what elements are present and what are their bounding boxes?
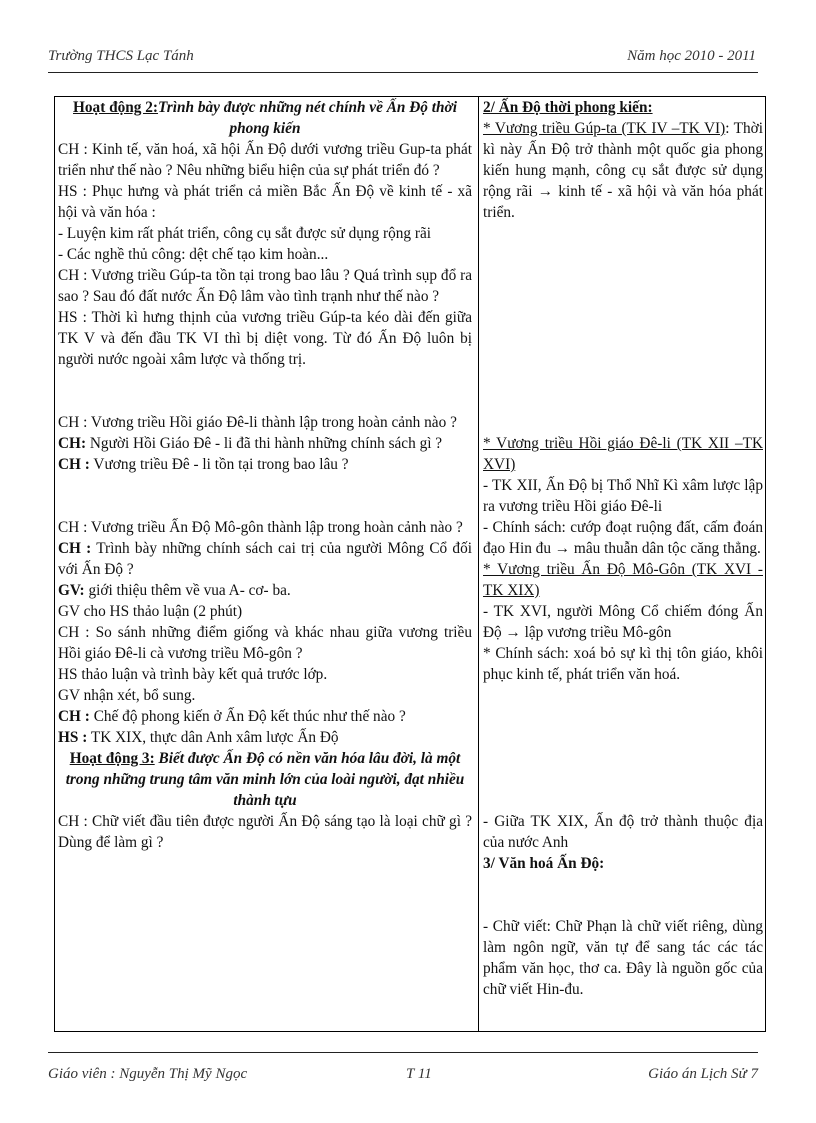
answer-feudal-end: HS : TK XIX, thực dân Anh xâm lược Ấn Độ xyxy=(58,729,339,746)
activity-2-heading xyxy=(58,97,472,139)
colonization-note: - Giữa TK XIX, Ấn độ trở thành thuộc địa của nước Anh xyxy=(483,813,763,851)
answer-gupta-economy: HS : Phục hưng và phát triển cả miền Bắc Ấn Độ về kinh tế - xã hội và văn hóa : xyxy=(58,183,472,221)
section-2-heading: 2/ Ấn Độ thời phong kiến: xyxy=(483,99,653,116)
question-feudal-end: CH : Chế độ phong kiến ở Ấn Độ kết thúc như thế nào ? xyxy=(58,708,406,725)
lesson-table xyxy=(54,96,766,1032)
activity-3-label: Hoạt động 3: xyxy=(69,750,155,767)
deli-heading: * Vương triều Hồi giáo Đê-li (TK XII –TK XVI) xyxy=(483,435,763,473)
answer-point-metallurgy: - Luyện kim rất phát triển, công cụ sắt được sử dụng rộng rãi xyxy=(58,225,432,242)
teacher-review: GV nhận xét, bổ sung. xyxy=(58,687,196,704)
school-name: Trường THCS Lạc Tánh xyxy=(48,48,194,64)
deli-policy: - Chính sách: cướp đoạt ruộng đất, cấm đoán đạo Hin đu → mâu thuẫn dân tộc căng thẳng. xyxy=(483,519,763,557)
mogon-founding: - TK XVI, người Mông Cổ chiếm đóng Ấn Độ → lập vương triều Mô-gôn xyxy=(483,603,763,641)
question-mogon-founding: CH : Vương triều Ấn Độ Mô-gôn thành lập trong hoàn cảnh nào ? xyxy=(58,519,463,536)
activity-3-title: Biết được Ấn Độ có nền văn hóa lâu đời, là một trong những trung tâm văn minh lớn của loài người, đạt nhiều thành tựu xyxy=(65,750,465,809)
answer-gupta-duration: HS : Thời kì hưng thịnh của vương triều Gúp-ta kéo dài đến giữa TK V và đến đầu TK VI thì bị diệt vong. Từ đó Ấn Độ luôn bị người nước ngoài xâm lược và thống trị. xyxy=(58,309,472,368)
section-3-heading: 3/ Văn hoá Ấn Độ: xyxy=(483,855,605,872)
footer-rule xyxy=(48,1052,758,1053)
teacher-note-akbar: GV: giới thiệu thêm về vua A- cơ- ba. xyxy=(58,582,291,599)
writing-answer: - Chữ viết: Chữ Phạn là chữ viết riêng, dùng làm ngôn ngữ, văn tự để sang tác các tác phẩm văn học, thơ ca. Đây là nguồn gốc của chữ viết Hin-đu. xyxy=(483,918,763,998)
gupta-heading: * Vương triều Gúp-ta (TK IV –TK VI) xyxy=(483,120,726,137)
activities-column xyxy=(58,97,472,853)
question-gupta-duration: CH : Vương triều Gúp-ta tồn tại trong bao lâu ? Quá trình sụp đổ ra sao ? Sau đó đất nước Ấn Độ lâm vào tình trạnh như thế nào ? xyxy=(58,267,472,305)
column-divider xyxy=(478,97,479,1031)
gupta-summary: * Vương triều Gúp-ta (TK IV –TK VI): Thời kì này Ấn Độ trở thành một quốc gia phong kiến hung mạnh, công cụ sắt được sử dụng rộng rãi → kinh tế - xã hội và văn hóa phát triển. xyxy=(483,120,763,221)
answer-point-crafts: - Các nghề thủ công: dệt chế tạo kim hoàn... xyxy=(58,246,329,263)
students-present: HS thảo luận và trình bày kết quả trước lớp. xyxy=(58,666,328,683)
content-column xyxy=(483,97,763,1000)
activity-3-heading xyxy=(58,748,472,811)
question-deli-duration: CH : Vương triều Đê - li tồn tại trong bao lâu ? xyxy=(58,456,349,473)
group-discussion: GV cho HS thảo luận (2 phút) xyxy=(58,603,243,620)
question-deli-policy: CH: Người Hồi Giáo Đê - li đã thi hành những chính sách gì ? xyxy=(58,435,443,452)
teacher-name: Giáo viên : Nguyễn Thị Mỹ Ngọc xyxy=(48,1066,248,1082)
question-writing: CH : Chữ viết đầu tiên được người Ấn Độ sáng tạo là loại chữ gì ? Dùng để làm gì ? xyxy=(58,813,472,851)
question-gupta-economy: CH : Kinh tế, văn hoá, xã hội Ấn Độ dưới vương triều Gup-ta phát triển như thế nào ? Nêu những biểu hiện của sự phát triển đó ? xyxy=(58,141,472,179)
question-mogon-policy: CH : Trình bày những chính sách cai trị của người Mông Cổ đối với Ấn Độ ? xyxy=(58,540,472,578)
header-rule xyxy=(48,72,758,73)
activity-2-title: Trình bày được những nét chính về Ấn Độ thời phong kiến xyxy=(158,99,457,137)
deli-founding: - TK XII, Ấn Độ bị Thổ Nhĩ Kì xâm lược lập ra vương triều Hồi giáo Đê-li xyxy=(483,477,763,515)
mogon-policy: * Chính sách: xoá bỏ sự kì thị tôn giáo, khôi phục kinh tế, phát triển văn hoá. xyxy=(483,645,763,683)
mogon-heading: * Vương triều Ấn Độ Mô-Gôn (TK XVI - TK XIX) xyxy=(483,561,763,599)
page-number: T 11 xyxy=(406,1066,432,1082)
subject-name: Giáo án Lịch Sử 7 xyxy=(648,1066,758,1082)
question-compare: CH : So sánh những điểm giống và khác nhau giữa vương triều Hồi giáo Đê-li cà vương triều Mô-gôn ? xyxy=(58,624,472,662)
activity-2-label: Hoạt động 2: xyxy=(73,99,159,116)
question-deli-founding: CH : Vương triều Hồi giáo Đê-li thành lập trong hoàn cảnh nào ? xyxy=(58,414,457,431)
school-year: Năm học 2010 - 2011 xyxy=(627,48,756,64)
